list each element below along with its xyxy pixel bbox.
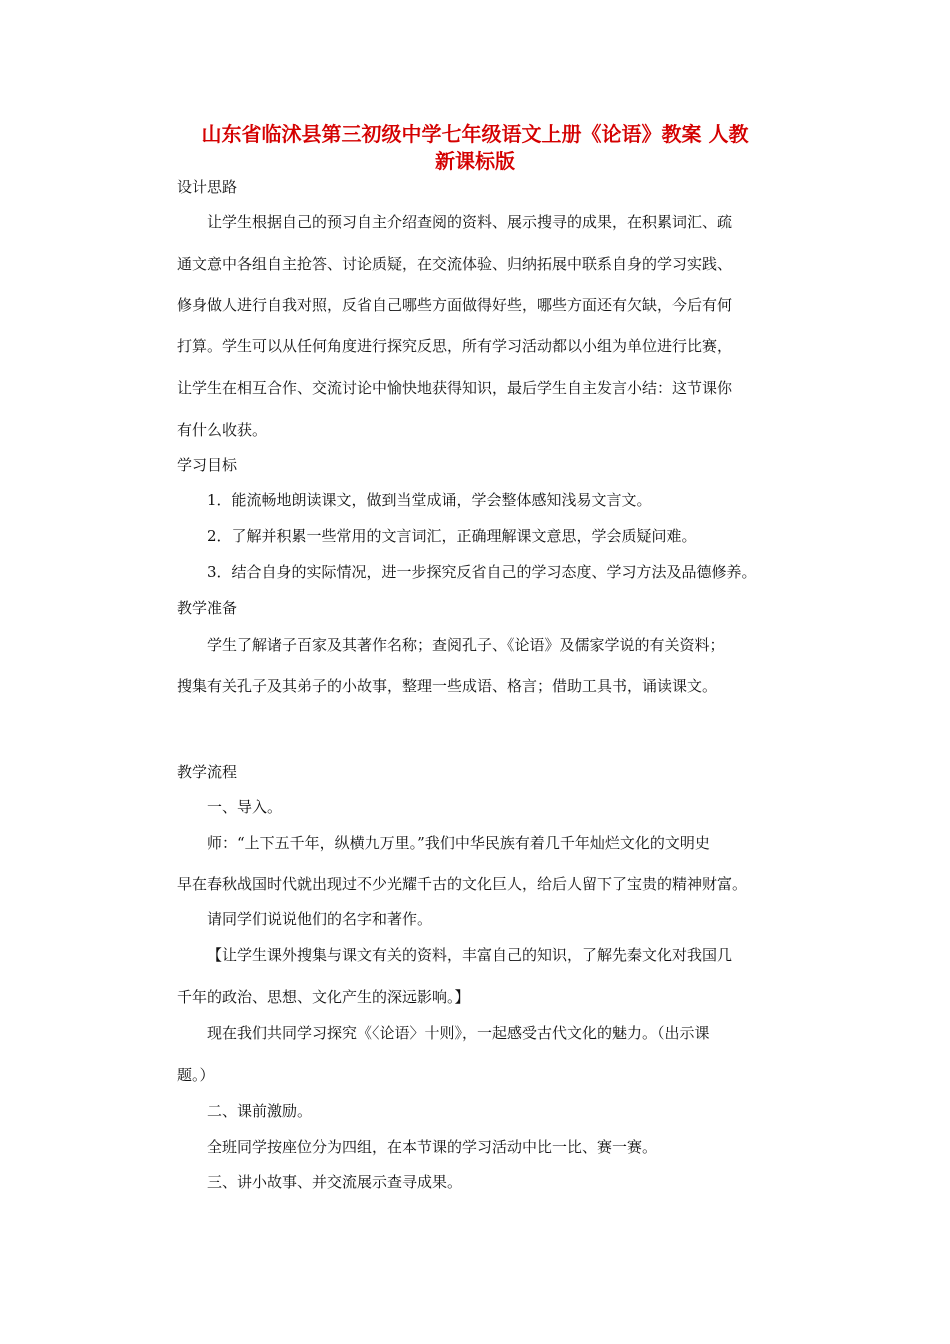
goal-item-3: 3．结合自身的实际情况，进一步探究反省自己的学习态度、学习方法及品德修养。 [207, 563, 757, 581]
prep-line-1: 学生了解诸子百家及其著作名称；查阅孔子、《论语》及儒家学说的有关资料； [207, 636, 725, 654]
flow-line-4: 请同学们说说他们的名字和著作。 [207, 910, 433, 928]
flow-line-6: 千年的政治、思想、文化产生的深远影响。】 [177, 988, 470, 1006]
prep-line-2: 搜集有关孔子及其弟子的小故事，整理一些成语、格言；借助工具书，诵读课文。 [177, 677, 718, 695]
title-line-2: 新课标版 [435, 149, 515, 173]
goal-item-1: 1．能流畅地朗读课文，做到当堂成诵，学会整体感知浅易文言文。 [207, 491, 652, 509]
heading-prep: 教学准备 [177, 599, 238, 617]
flow-line-9: 二、课前激励。 [207, 1102, 313, 1120]
flow-line-10: 全班同学按座位分为四组，在本节课的学习活动中比一比、赛一赛。 [207, 1138, 658, 1156]
design-line-1: 让学生根据自己的预习自主介绍查阅的资料、展示搜寻的成果，在积累词汇、疏 [207, 213, 733, 231]
flow-line-3: 早在春秋战国时代就出现过不少光耀千古的文化巨人，给后人留下了宝贵的精神财富。 [177, 875, 748, 893]
design-line-2: 通文意中各组自主抢答、讨论质疑，在交流体验、归纳拓展中联系自身的学习实践、 [177, 255, 733, 273]
design-line-6: 有什么收获。 [177, 421, 268, 439]
flow-line-2: 师：“上下五千年，纵横九万里。”我们中华民族有着几千年灿烂文化的文明史 [207, 834, 710, 852]
flow-line-7: 现在我们共同学习探究《〈论语〉十则》，一起感受古代文化的魅力。（出示课 [207, 1024, 710, 1042]
heading-design: 设计思路 [177, 178, 238, 196]
flow-line-8: 题。） [177, 1066, 215, 1084]
title-line-1: 山东省临沭县第三初级中学七年级语文上册《论语》教案 人教 [201, 122, 749, 146]
flow-line-5: 【让学生课外搜集与课文有关的资料，丰富自己的知识，了解先秦文化对我国几 [207, 946, 733, 964]
flow-line-1: 一、导入。 [207, 798, 283, 816]
design-line-3: 修身做人进行自我对照，反省自己哪些方面做得好些，哪些方面还有欠缺，今后有何 [177, 296, 733, 314]
document-title [140, 121, 810, 175]
design-line-4: 打算。学生可以从任何角度进行探究反思，所有学习活动都以小组为单位进行比赛， [177, 337, 733, 355]
heading-flow: 教学流程 [177, 763, 238, 781]
flow-line-11: 三、讲小故事、并交流展示查寻成果。 [207, 1173, 463, 1191]
goal-item-2: 2．了解并积累一些常用的文言词汇，正确理解课文意思，学会质疑问难。 [207, 527, 697, 545]
heading-goals: 学习目标 [177, 456, 238, 474]
design-line-5: 让学生在相互合作、交流讨论中愉快地获得知识，最后学生自主发言小结：这节课你 [177, 379, 733, 397]
